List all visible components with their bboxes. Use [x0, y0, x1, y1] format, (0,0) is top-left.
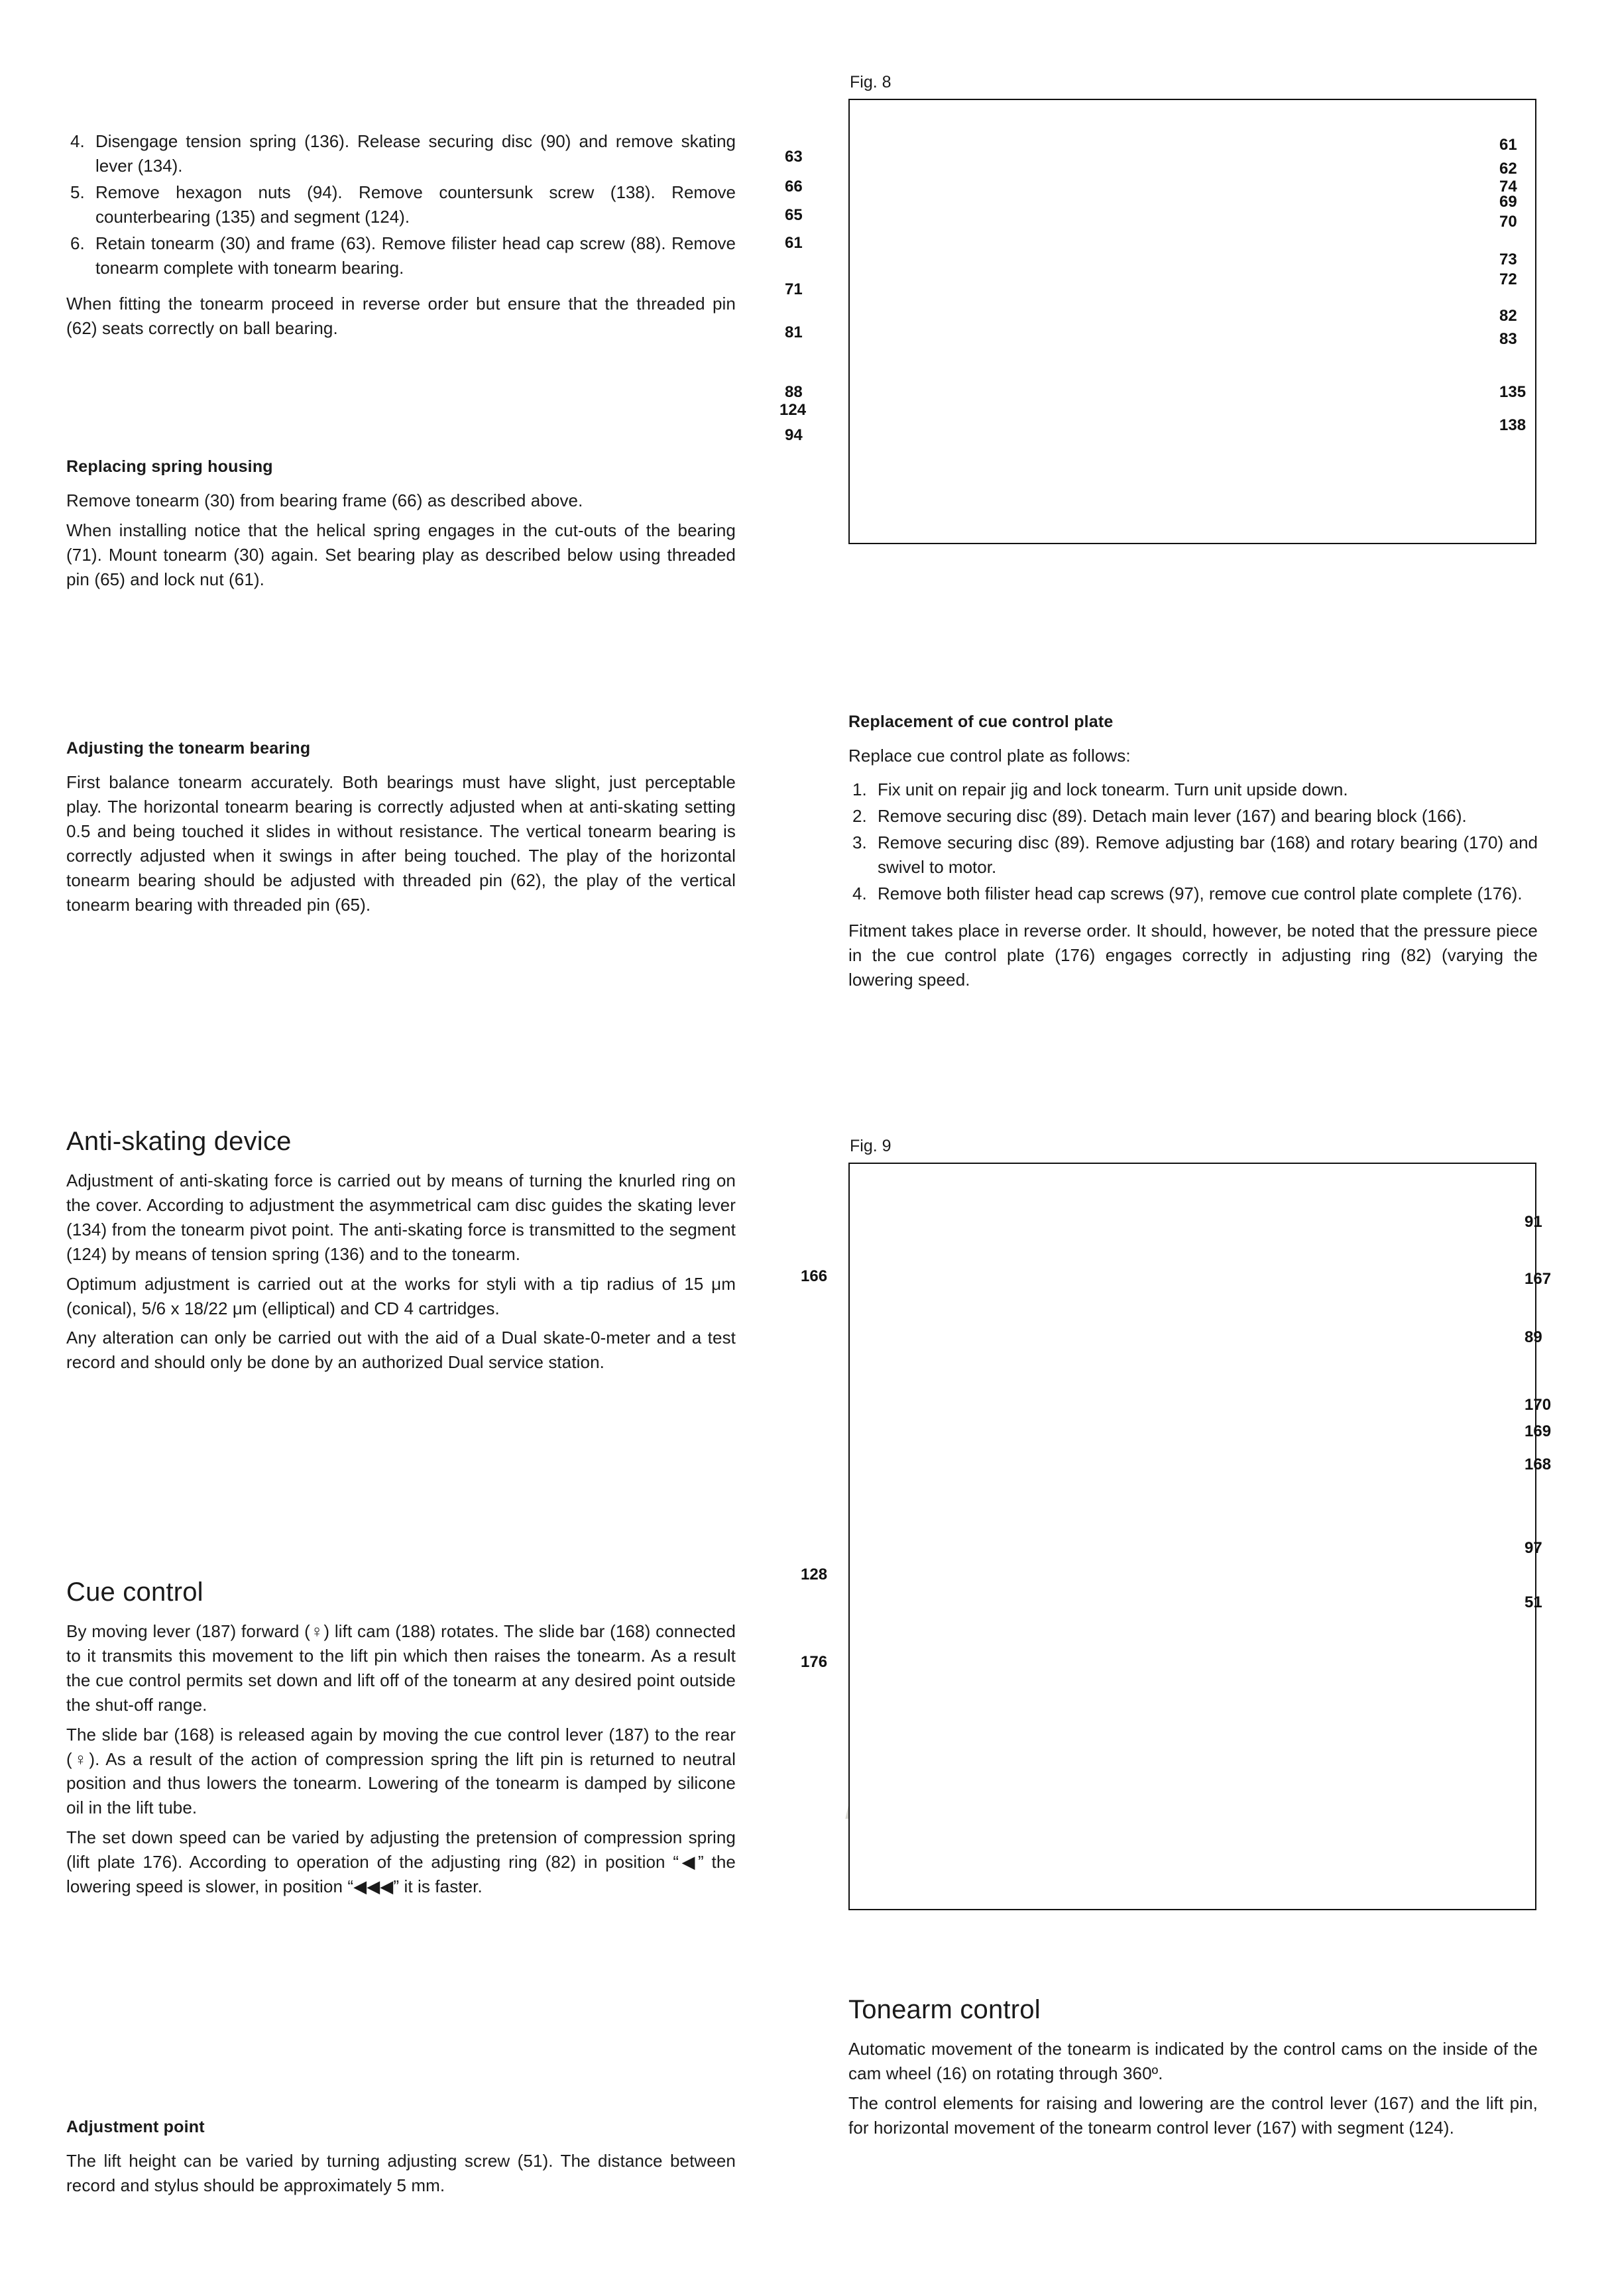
tonearm-control-p1: Automatic movement of the tonearm is indicated by the control cams on the inside of the cam wheel (16) on rotating through 360º. — [848, 2039, 1538, 2083]
callout-167: 167 — [1525, 1270, 1552, 1288]
figure-9-frame — [848, 1163, 1536, 1910]
figure-8-image — [779, 99, 1538, 549]
list-item-text: Remove securing disc (89). Remove adjusting bar (168) and rotary bearing (170) and swivel to motor. — [878, 832, 1538, 877]
anti-skating-p1: Adjustment of anti-skating force is carried out by means of turning the knurled ring on the cover. According to adjustment the asymmetrical cam disc guides the skating lever (134) from the tonearm pivot point. The anti-skating force is transmitted to the segment (124) by means of tension spring (136) and to the tonearm. — [66, 1171, 736, 1264]
cue-plate-heading: Replacement of cue control plate — [848, 713, 1114, 731]
disassembly-steps-list — [66, 129, 736, 280]
cue-plate-intro: Replace cue control plate as follows: — [848, 746, 1131, 766]
callout-61-right: 61 — [1499, 136, 1517, 154]
cue-control-section — [66, 1578, 736, 1899]
cue-control-heading: Cue control — [66, 1578, 203, 1607]
list-item-number: 6. — [70, 233, 85, 253]
list-item-text: Remove securing disc (89). Detach main lever (167) and bearing block (166). — [878, 805, 1467, 826]
callout-97: 97 — [1525, 1539, 1542, 1557]
list-item-text: Disengage tension spring (136). Release securing disc (90) and remove skating lever (134). — [95, 131, 736, 176]
cue-plate-steps-list — [848, 777, 1538, 906]
callout-89: 89 — [1525, 1328, 1542, 1346]
spring-housing-p1: Remove tonearm (30) from bearing frame (66) as described above. — [66, 490, 583, 510]
callout-73: 73 — [1499, 251, 1517, 268]
list-item — [848, 777, 1538, 802]
cue-control-p1: By moving lever (187) forward (♀) lift cam (188) rotates. The slide bar (168) connected to it transmits this movement to the lift pin which then raises the tonearm. As a result the cue control permits set down and lift off of the tonearm at any desired point outside the shut-off range. — [66, 1621, 736, 1715]
spring-housing-p2: When installing notice that the helical spring engages in the cut-outs of the bearing (71). Mount tonearm (30) again. Set bearing play as described below using threaded pin (65) and lock nut (61). — [66, 520, 736, 589]
list-item-number: 2. — [852, 805, 867, 826]
callout-66: 66 — [785, 178, 803, 196]
list-item — [66, 129, 736, 178]
figure-9-label: Fig. 9 — [850, 1137, 892, 1155]
callout-82: 82 — [1499, 307, 1517, 325]
callout-166: 166 — [801, 1267, 828, 1285]
callout-88: 88 — [785, 383, 803, 401]
list-item — [848, 882, 1538, 906]
figure-9-block — [801, 1137, 1552, 1912]
callout-61-left: 61 — [785, 234, 803, 252]
list-item-number: 4. — [70, 131, 85, 151]
spring-housing-section — [66, 457, 736, 592]
list-item — [848, 831, 1538, 880]
spring-housing-heading: Replacing spring housing — [66, 457, 273, 476]
disassembly-steps-block — [66, 129, 736, 341]
list-item-number: 1. — [852, 779, 867, 799]
adjustment-point-heading: Adjustment point — [66, 2118, 205, 2136]
figure-9-image — [801, 1163, 1552, 1912]
callout-168: 168 — [1525, 1456, 1552, 1473]
callout-74: 74 — [1499, 178, 1517, 196]
callout-94: 94 — [785, 426, 803, 444]
tonearm-bearing-heading: Adjusting the tonearm bearing — [66, 739, 311, 758]
list-item-number: 3. — [852, 832, 867, 852]
list-item-number: 4. — [852, 883, 867, 903]
anti-skating-p2: Optimum adjustment is carried out at the works for styli with a tip radius of 15 μm (conical), 5/6 x 18/22 μm (elliptical) and CD 4 cartridges. — [66, 1273, 736, 1318]
callout-65: 65 — [785, 206, 803, 224]
callout-169: 169 — [1525, 1422, 1552, 1440]
figure-8-block — [779, 73, 1538, 549]
list-item — [848, 804, 1538, 829]
callout-91: 91 — [1525, 1213, 1542, 1231]
callout-63: 63 — [785, 148, 803, 166]
list-item-text: Remove hexagon nuts (94). Remove countersunk screw (138). Remove counterbearing (135) and segment (124). — [95, 182, 736, 227]
cue-plate-section — [848, 713, 1538, 992]
list-item-number: 5. — [70, 182, 85, 202]
list-item — [66, 180, 736, 229]
anti-skating-p3: Any alteration can only be carried out with the aid of a Dual skate-0-meter and a test record and should only be done by an authorized Dual service station. — [66, 1328, 736, 1373]
adjustment-point-p1: The lift height can be varied by turning adjusting screw (51). The distance between record and stylus should be approximately 5 mm. — [66, 2151, 736, 2195]
cue-control-p2: The slide bar (168) is released again by moving the cue control lever (187) to the rear (♀). As a result of the action of compression spring the lift pin is returned to neutral position and thus lowers the tonearm. Lowering of the tonearm is damped by silicone oil in the lift tube. — [66, 1724, 736, 1818]
tonearm-bearing-p1: First balance tonearm accurately. Both bearings must have slight, just perceptable play. The horizontal tonearm bearing is correctly adjusted when at anti-skating setting 0.5 and being touched it slides in without resistance. The vertical tonearm bearing is correctly adjusted when it swings in after being touched. The play of the horizontal tonearm bearing should be adjusted with threaded pin (62), the play of the vertical tonearm bearing with threaded pin (65). — [66, 772, 736, 915]
list-item — [66, 231, 736, 280]
list-item-text: Retain tonearm (30) and frame (63). Remove filister head cap screw (88). Remove tonearm complete with tonearm bearing. — [95, 233, 736, 278]
callout-138: 138 — [1499, 416, 1526, 434]
figure-8-frame — [848, 99, 1536, 544]
cue-control-p3: The set down speed can be varied by adjusting the pretension of compression spring (lift plate 176). According to operation of the adjusting ring (82) in position “◀” the lowering speed is slower, in position “◀◀◀” it is faster. — [66, 1827, 736, 1897]
cue-plate-note: Fitment takes place in reverse order. It should, however, be noted that the pressure piece in the cue control plate (176) engages correctly in adjusting ring (82) (varying the lowering speed. — [848, 921, 1538, 990]
anti-skating-heading: Anti-skating device — [66, 1127, 292, 1156]
figure-8-label: Fig. 8 — [850, 73, 892, 91]
tonearm-control-section — [848, 1995, 1538, 2140]
callout-62: 62 — [1499, 160, 1517, 178]
callout-69: 69 — [1499, 193, 1517, 211]
tonearm-control-p2: The control elements for raising and lowering are the control lever (167) and the lift pin, for horizontal movement of the tonearm control lever (167) with segment (124). — [848, 2093, 1538, 2138]
callout-135: 135 — [1499, 383, 1526, 401]
callout-176: 176 — [801, 1653, 828, 1671]
callout-70: 70 — [1499, 213, 1517, 231]
list-item-text: Fix unit on repair jig and lock tonearm. Turn unit upside down. — [878, 779, 1348, 799]
callout-51: 51 — [1525, 1593, 1542, 1611]
callout-81: 81 — [785, 323, 803, 341]
tonearm-control-heading: Tonearm control — [848, 1995, 1041, 2024]
callout-124: 124 — [779, 401, 807, 419]
anti-skating-section — [66, 1127, 736, 1375]
callout-170: 170 — [1525, 1396, 1552, 1414]
callout-71: 71 — [785, 280, 803, 298]
callout-128: 128 — [801, 1566, 828, 1583]
adjustment-point-section — [66, 2118, 736, 2198]
list-item-text: Remove both filister head cap screws (97), remove cue control plate complete (176). — [878, 883, 1523, 903]
fitting-note: When fitting the tonearm proceed in reverse order but ensure that the threaded pin (62) seats correctly on ball bearing. — [66, 294, 736, 339]
callout-72: 72 — [1499, 270, 1517, 288]
callout-83: 83 — [1499, 330, 1517, 348]
tonearm-bearing-section — [66, 739, 736, 917]
